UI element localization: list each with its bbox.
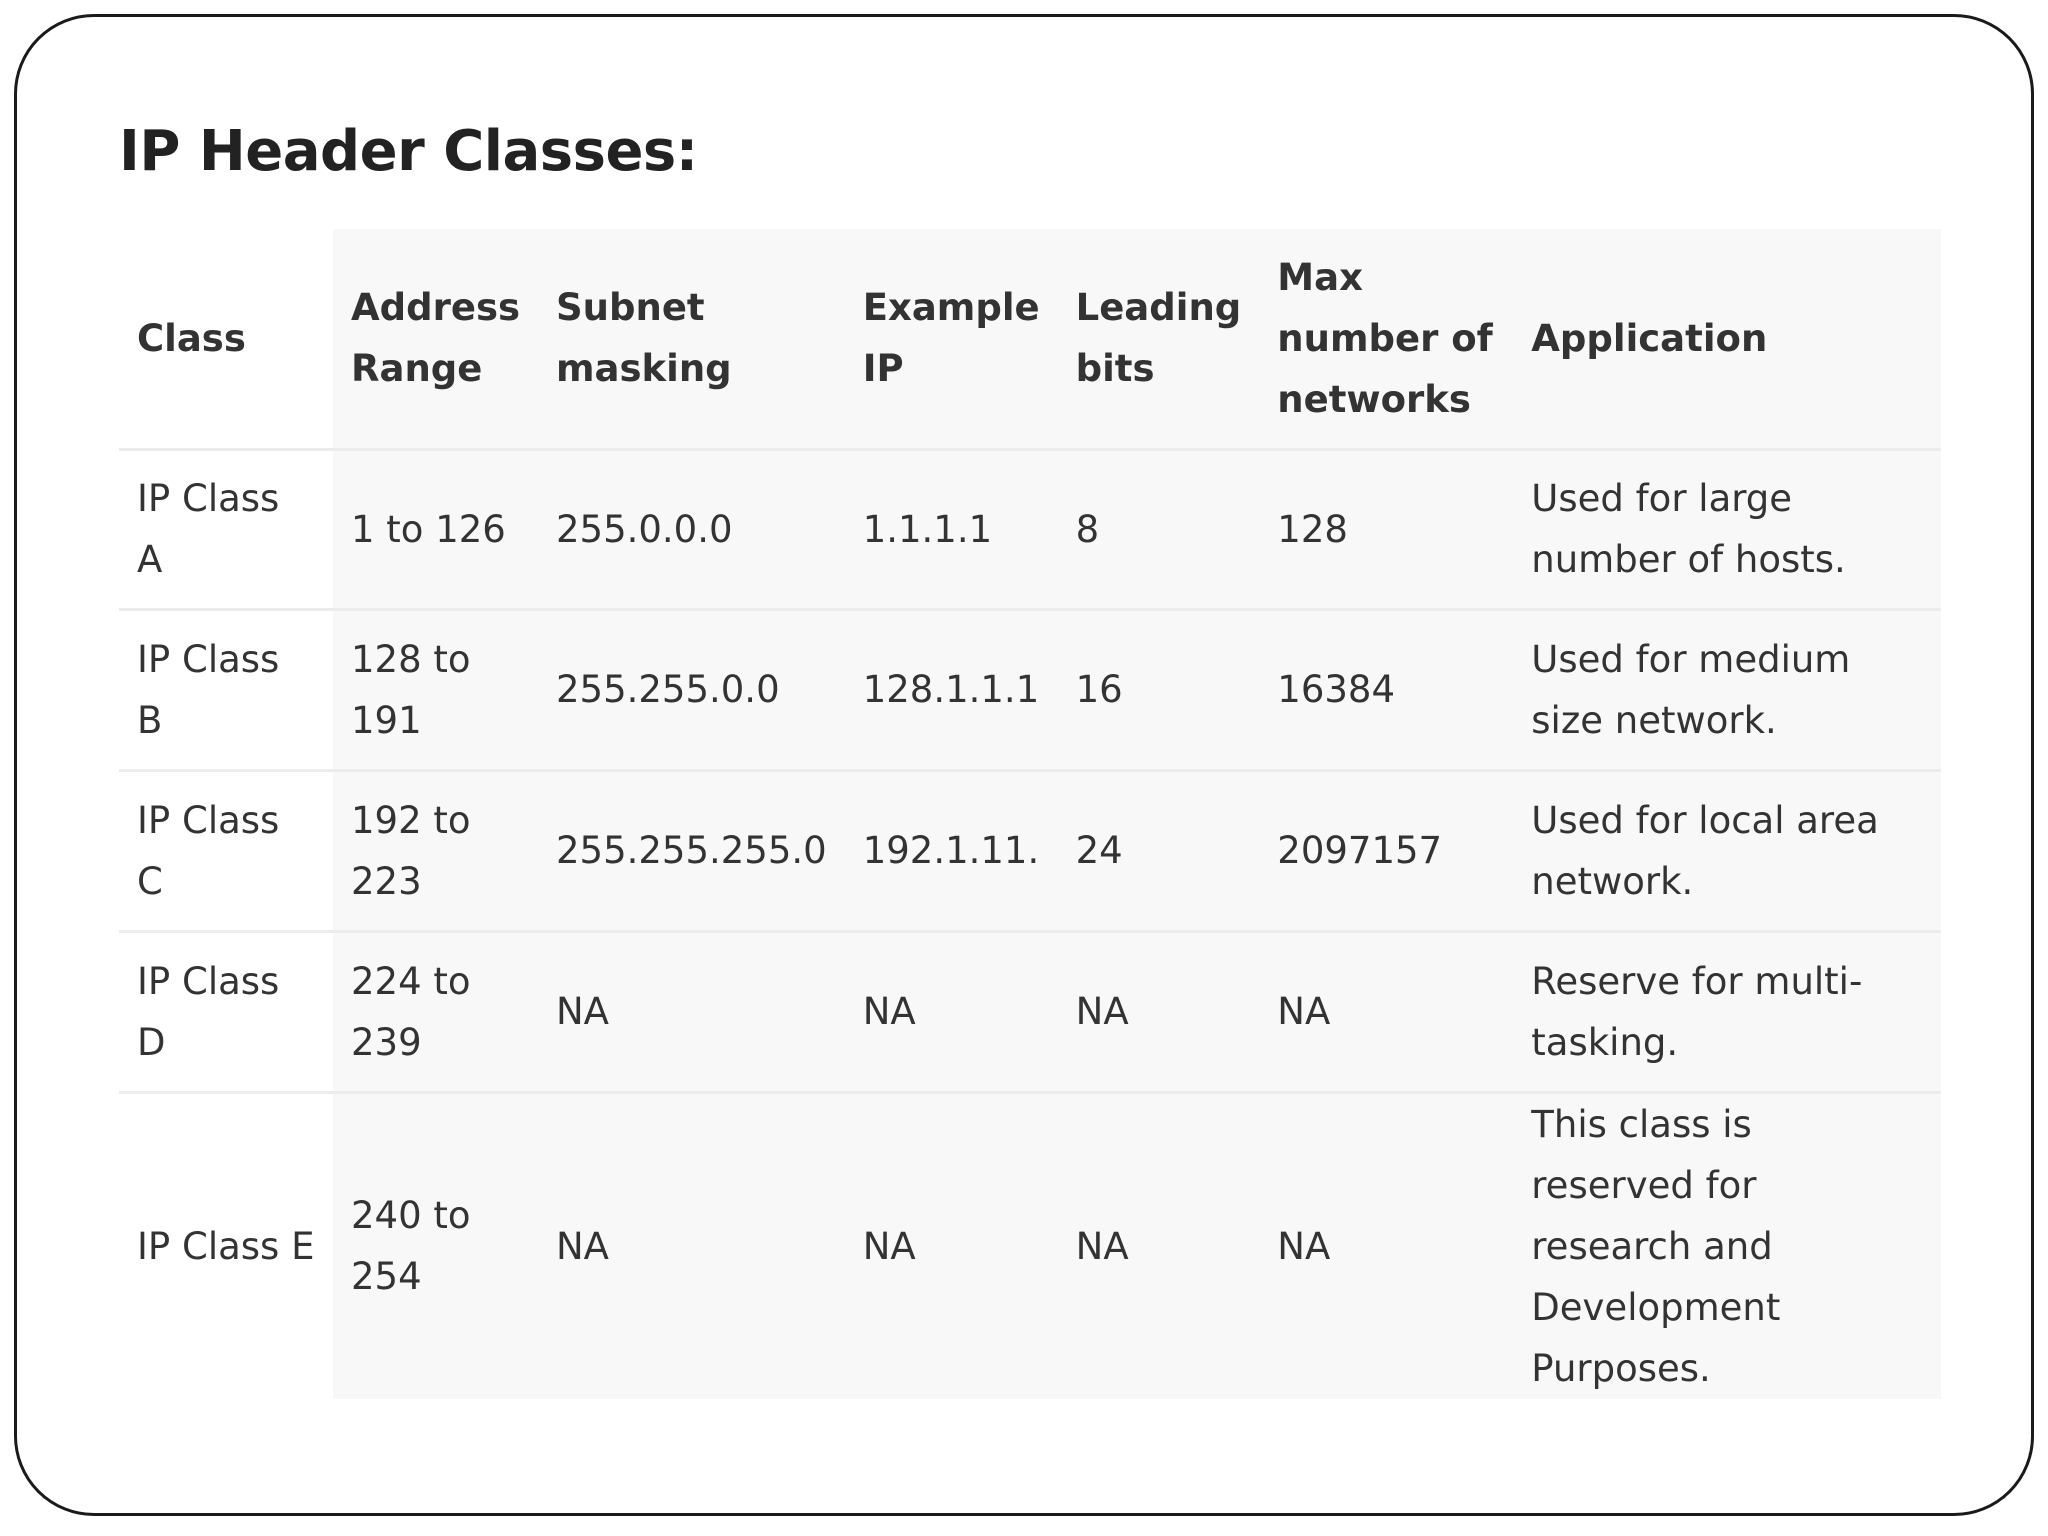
- cell-leading-bits: 16: [1058, 609, 1260, 770]
- header-address-range: Address Range: [333, 229, 538, 449]
- table-row: [119, 449, 1941, 609]
- cell-subnet-masking: 255.255.255.0: [538, 770, 845, 931]
- header-subnet-masking: Subnet masking: [538, 229, 845, 449]
- header-class: Class: [119, 229, 333, 449]
- cell-max-networks: NA: [1259, 931, 1513, 1092]
- cell-subnet-masking: 255.255.0.0: [538, 609, 845, 770]
- cell-leading-bits: 8: [1058, 449, 1260, 609]
- cell-address-range: 192 to 223: [333, 770, 538, 931]
- cell-address-range: 224 to 239: [333, 931, 538, 1092]
- cell-subnet-masking: NA: [538, 1092, 845, 1399]
- cell-address-range: 128 to 191: [333, 609, 538, 770]
- table-row: [119, 770, 1941, 931]
- cell-application: Used for medium size network.: [1513, 609, 1941, 770]
- cell-class: IP Class D: [119, 931, 333, 1092]
- cell-address-range: 1 to 126: [333, 449, 538, 609]
- slide-frame: [14, 14, 2034, 1516]
- cell-application: Used for local area network.: [1513, 770, 1941, 931]
- cell-subnet-masking: NA: [538, 931, 845, 1092]
- header-leading-bits: Leading bits: [1058, 229, 1260, 449]
- cell-leading-bits: 24: [1058, 770, 1260, 931]
- cell-leading-bits: NA: [1058, 931, 1260, 1092]
- cell-example-ip: 192.1.11.: [845, 770, 1058, 931]
- header-example-ip: Example IP: [845, 229, 1058, 449]
- cell-class: IP Class C: [119, 770, 333, 931]
- cell-example-ip: 128.1.1.1: [845, 609, 1058, 770]
- cell-address-range: 240 to 254: [333, 1092, 538, 1399]
- header-application: Application: [1513, 229, 1941, 449]
- table-row: [119, 1092, 1941, 1399]
- cell-class: IP Class A: [119, 449, 333, 609]
- cell-max-networks: 16384: [1259, 609, 1513, 770]
- ip-classes-table: [119, 229, 1941, 1399]
- cell-application: Used for large number of hosts.: [1513, 449, 1941, 609]
- cell-application: This class is reserved for research and Development Purposes.: [1513, 1092, 1941, 1399]
- cell-max-networks: 2097157: [1259, 770, 1513, 931]
- cell-max-networks: NA: [1259, 1092, 1513, 1399]
- cell-example-ip: 1.1.1.1: [845, 449, 1058, 609]
- cell-example-ip: NA: [845, 1092, 1058, 1399]
- header-max-networks: Max number of networks: [1259, 229, 1513, 449]
- cell-subnet-masking: 255.0.0.0: [538, 449, 845, 609]
- cell-class: IP Class E: [119, 1092, 333, 1399]
- table-row: [119, 931, 1941, 1092]
- table-row: [119, 609, 1941, 770]
- table-header-row: [119, 229, 1941, 449]
- cell-example-ip: NA: [845, 931, 1058, 1092]
- page-title: IP Header Classes:: [119, 119, 698, 184]
- cell-class: IP Class B: [119, 609, 333, 770]
- cell-application: Reserve for multi-tasking.: [1513, 931, 1941, 1092]
- cell-leading-bits: NA: [1058, 1092, 1260, 1399]
- cell-max-networks: 128: [1259, 449, 1513, 609]
